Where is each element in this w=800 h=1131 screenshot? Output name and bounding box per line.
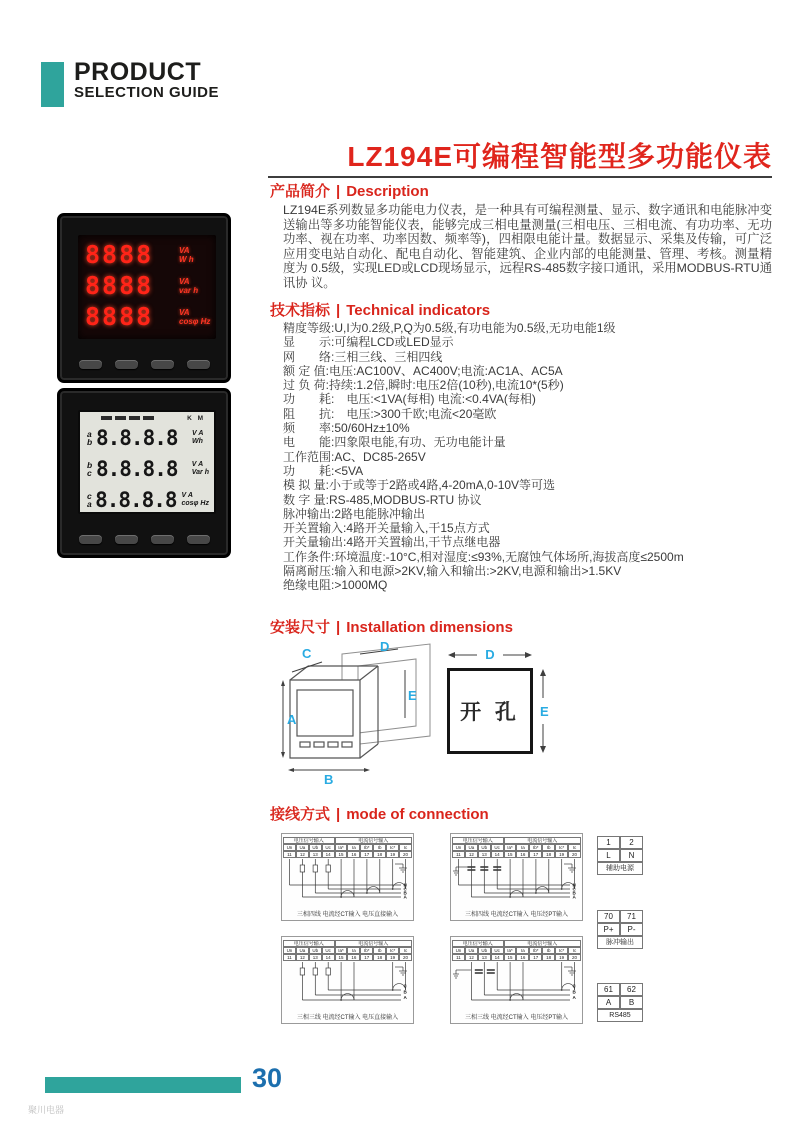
terminal-label-cell: Ib* xyxy=(529,947,542,954)
terminal-label-cell: Ub xyxy=(309,947,322,954)
heading-sep: | xyxy=(336,183,341,200)
heading-en: Installation dimensions xyxy=(346,619,513,636)
terminal-label-cell: Ib* xyxy=(360,844,373,851)
lcd-phase-letters: a b xyxy=(87,428,93,447)
brand-logo-square xyxy=(41,62,64,107)
terminal-strip xyxy=(283,837,412,858)
terminal-label-cell: Ub xyxy=(309,844,322,851)
watermark: 聚川电器 xyxy=(28,1105,65,1115)
spec-line: 功 耗:<5VA xyxy=(283,463,364,478)
lcd-phase-letters: b c xyxy=(87,459,93,478)
terminal-label-cell: Ic xyxy=(568,844,581,851)
terminal-label-cell: Ia* xyxy=(504,844,517,851)
brand-line1: PRODUCT xyxy=(74,58,202,86)
terminal-label-cell: Ia* xyxy=(335,947,348,954)
terminal-label-cell: Ua xyxy=(465,947,478,954)
led-digits: 8888 xyxy=(85,240,154,269)
terminal-strip xyxy=(452,837,581,858)
wiring-diagram-3p4w-pt xyxy=(450,833,583,921)
terminal-label-cell: Un xyxy=(283,947,296,954)
spec-line: 电 能:四象限电能,有功、无功电能计量 xyxy=(283,435,506,450)
terminal-cell: 71 xyxy=(620,910,643,923)
terminal-number-cell: 12 xyxy=(296,851,309,858)
led-digits: 8888 xyxy=(85,271,154,300)
terminal-label-cell: Ib* xyxy=(360,947,373,954)
page-number: 30 xyxy=(252,1063,283,1093)
spec-line: 绝缘电阻:>1000MQ xyxy=(283,578,388,593)
cutout-label: 开 孔 xyxy=(460,701,520,724)
terminal-label-cell: Ib xyxy=(542,844,555,851)
terminal-number-cell: 12 xyxy=(465,954,478,961)
dim-label-d2: D xyxy=(485,648,495,662)
dim-label-d: D xyxy=(380,639,390,654)
current-header: 电流信号输入 xyxy=(335,837,412,844)
terminal-cell: A xyxy=(597,996,620,1009)
meter-buttons xyxy=(60,360,228,369)
wiring-diagram-3p3w-pt xyxy=(450,936,583,1024)
terminal-label-cell: Ic* xyxy=(386,844,399,851)
lcd-legend xyxy=(87,414,209,422)
terminal-label-cell: Ua xyxy=(465,844,478,851)
terminal-number-cell: 19 xyxy=(386,954,399,961)
spec-line: 阻 抗: 电压:>300千欧;电流<20毫欧 xyxy=(283,406,497,421)
lcd-display-row xyxy=(87,484,209,515)
terminal-number-cell: 11 xyxy=(283,851,296,858)
wiring-schematic xyxy=(283,859,412,907)
led-units: VA W h xyxy=(179,245,194,264)
terminal-label-cell: Ic* xyxy=(555,947,568,954)
phase-label: N xyxy=(572,882,576,888)
terminal-number-cell: 19 xyxy=(555,954,568,961)
phase-label: A xyxy=(403,995,407,1000)
phase-label: N xyxy=(403,882,407,888)
terminal-label-cell: Ic xyxy=(568,947,581,954)
voltage-header: 电压信号输入 xyxy=(452,837,504,844)
terminal-number-cell: 16 xyxy=(347,851,360,858)
dim-label-e2: E xyxy=(540,704,549,719)
phase-label: B xyxy=(572,989,576,995)
terminal-number-cell: 19 xyxy=(386,851,399,858)
terminal-label-cell: Ia* xyxy=(335,844,348,851)
lcd-screen xyxy=(78,410,216,514)
spec-line: 隔离耐压:输入和电源>2KV,输入和输出:>2KV,电源和输出>1.5KV xyxy=(283,564,622,579)
page-title: LZ194E可编程智能型多功能仪表 xyxy=(347,141,772,172)
terminal-label-cell: Un xyxy=(452,947,465,954)
title-rule xyxy=(268,176,772,178)
lcd-phase-letters: c a xyxy=(87,490,92,509)
meter-button xyxy=(115,360,138,369)
terminal-label-cell: Uc xyxy=(322,947,335,954)
terminal-number-cell: 16 xyxy=(516,954,529,961)
wiring-caption: 三相三线 电流经CT输入 电压经PT输入 xyxy=(465,1015,568,1021)
heading-zh: 技术指标 xyxy=(270,302,331,319)
terminal-number-cell: 15 xyxy=(335,954,348,961)
heading-en: Technical indicators xyxy=(346,302,491,319)
terminal-label-cell: Ub xyxy=(478,844,491,851)
terminal-number-cell: 14 xyxy=(322,954,335,961)
spec-line: 频 率:50/60Hz±10% xyxy=(283,421,410,436)
lcd-legend-chips xyxy=(101,416,154,420)
heading-en: mode of connection xyxy=(346,806,489,823)
cutout-dim-e-arrow xyxy=(538,668,554,754)
wiring-schematic xyxy=(452,859,581,907)
terminal-cell: B xyxy=(620,996,643,1009)
spec-line: 功 耗: 电压:<1VA(每相) 电流:<0.4VA(每相) xyxy=(283,392,536,407)
lcd-digits: 8.8.8.8 xyxy=(95,487,177,512)
led-units: VA var h xyxy=(179,276,199,295)
installation-diagram xyxy=(280,638,572,796)
phase-label: A xyxy=(572,894,576,900)
terminal-number-cell: 17 xyxy=(529,954,542,961)
terminal-number-cell: 14 xyxy=(491,954,504,961)
cutout-dim-d-arrow xyxy=(447,648,533,662)
phase-label: A xyxy=(572,995,576,1000)
terminal-table-caption: RS485 xyxy=(597,1009,643,1022)
terminal-number-cell: 11 xyxy=(452,954,465,961)
led-units: VA cosφ Hz xyxy=(179,307,211,326)
lcd-units: V A Var h xyxy=(191,460,209,476)
phase-label: C xyxy=(572,983,576,989)
dim-label-a: A xyxy=(287,712,297,727)
terminal-label-cell: Ic* xyxy=(555,844,568,851)
phase-label: B xyxy=(572,890,576,896)
meter-button xyxy=(115,535,138,544)
spec-line: 脉冲输出:2路电能脉冲输出 xyxy=(283,506,426,521)
terminal-label-cell: Ia xyxy=(516,947,529,954)
spec-line: 开关量输出:4路开关置输出,干节点继电器 xyxy=(283,535,501,550)
heading-zh: 安装尺寸 xyxy=(270,619,331,636)
terminal-number-cell: 12 xyxy=(465,851,478,858)
section-heading-installation xyxy=(270,616,513,637)
led-screen xyxy=(78,235,216,339)
terminal-label-cell: Ua xyxy=(296,844,309,851)
terminal-strip xyxy=(283,940,412,961)
voltage-header: 电压信号输入 xyxy=(452,940,504,947)
terminal-label-cell: Ic xyxy=(399,947,412,954)
phase-label: C xyxy=(403,886,407,892)
terminal-cell: L xyxy=(597,849,620,862)
terminal-label-cell: Ic xyxy=(399,844,412,851)
terminal-cell: 2 xyxy=(620,836,643,849)
dim-label-c: C xyxy=(302,646,312,661)
terminal-table-aux-power xyxy=(597,836,643,875)
heading-sep: | xyxy=(336,806,341,823)
spec-line: 过 负 荷:持续:1.2倍,瞬时:电压2倍(10秒),电流10*(5秒) xyxy=(283,378,564,393)
spec-line: 工作条件:环境温度:-10°C,相对湿度:≤93%,无腐蚀气体场所,海拔高度≤2500m xyxy=(283,549,684,564)
dim-label-e: E xyxy=(408,688,417,703)
led-display-row xyxy=(85,301,211,332)
section-heading-description xyxy=(270,180,429,201)
heading-sep: | xyxy=(336,302,341,319)
meter-button xyxy=(187,360,210,369)
meter-button xyxy=(151,535,174,544)
terminal-strip xyxy=(452,940,581,961)
meter-buttons xyxy=(60,535,228,544)
brand-name xyxy=(74,59,219,101)
terminal-label-cell: Un xyxy=(283,844,296,851)
spec-line: 模 拟 量:小于或等于2路或4路,4-20mA,0-10V等可选 xyxy=(283,478,556,493)
terminal-cell: N xyxy=(620,849,643,862)
terminal-number-cell: 17 xyxy=(360,851,373,858)
voltage-header: 电压信号输入 xyxy=(283,837,335,844)
terminal-number-cell: 16 xyxy=(347,954,360,961)
lcd-legend-km: K M xyxy=(187,414,205,422)
wiring-caption: 三相四线 电流经CT输入 电压经PT输入 xyxy=(465,912,568,918)
terminal-label-cell: Uc xyxy=(322,844,335,851)
spec-line: 开关置输入:4路开关量输入,干15点方式 xyxy=(283,521,490,536)
terminal-label-cell: Ib xyxy=(373,947,386,954)
lcd-display-row xyxy=(87,453,209,484)
terminal-table-caption: 辅助电源 xyxy=(597,862,643,875)
terminal-number-cell: 13 xyxy=(309,851,322,858)
terminal-number-cell: 11 xyxy=(452,851,465,858)
terminal-table-pulse-output xyxy=(597,910,643,949)
terminal-number-cell: 13 xyxy=(478,954,491,961)
terminal-cell: P+ xyxy=(597,923,620,936)
description-body: LZ194E系列数显多功能电力仪表，是一种具有可编程测量、显示、数字通讯和电能脉冲变送输出等多功能智能仪表，能够完成三相电量测量(三相电压、三相电流、有功功率、无功功率、视在功率、功率因数、频率等)，四相限电能计量。数据显示、采集及传输，可广泛应用变电站自动化、配电自动化、智能建筑、企业内部的电能测量、管理、考核。测量精度为 0.5级，实现LED或LCD现场显示，远程RS-485数字接口通讯，采用MODBUS-RTU通讯协 议。 xyxy=(283,203,772,290)
terminal-label-cell: Ub xyxy=(478,947,491,954)
wiring-caption: 三相三线 电流经CT输入 电压直接输入 xyxy=(296,1015,399,1021)
current-header: 电流信号输入 xyxy=(504,940,581,947)
terminal-number-cell: 12 xyxy=(296,954,309,961)
terminal-label-cell: Ia xyxy=(347,844,360,851)
brand-line2: SELECTION GUIDE xyxy=(74,84,220,101)
cutout-square xyxy=(447,668,533,754)
installation-sketch xyxy=(280,638,440,790)
terminal-label-cell: Ic* xyxy=(386,947,399,954)
lcd-digits: 8.8.8.8 xyxy=(96,425,178,450)
terminal-label-cell: Ia* xyxy=(504,947,517,954)
spec-line: 额 定 值:电压:AC100V、AC400V;电流:AC1A、AC5A xyxy=(283,363,563,378)
wiring-diagram-3p4w-direct xyxy=(281,833,414,921)
terminal-number-cell: 15 xyxy=(504,954,517,961)
terminal-number-cell: 11 xyxy=(283,954,296,961)
section-heading-connection xyxy=(270,803,489,824)
meter-button xyxy=(187,535,210,544)
terminal-number-cell: 17 xyxy=(529,851,542,858)
phase-label: B xyxy=(403,890,407,896)
heading-sep: | xyxy=(336,619,341,636)
terminal-number-cell: 20 xyxy=(399,851,412,858)
lcd-units: V A cosφ Hz xyxy=(181,491,209,507)
dim-label-b: B xyxy=(324,772,334,787)
terminal-cell: P- xyxy=(620,923,643,936)
terminal-label-cell: Ia xyxy=(347,947,360,954)
terminal-label-cell: Ua xyxy=(296,947,309,954)
terminal-number-cell: 17 xyxy=(360,954,373,961)
section-heading-technical xyxy=(270,299,490,320)
terminal-label-cell: Un xyxy=(452,844,465,851)
voltage-header: 电压信号输入 xyxy=(283,940,335,947)
terminal-number-cell: 14 xyxy=(491,851,504,858)
lcd-digits: 8.8.8.8 xyxy=(95,456,178,481)
meter-button xyxy=(79,360,102,369)
wiring-schematic xyxy=(283,962,412,1010)
wiring-diagram-3p3w-direct xyxy=(281,936,414,1024)
heading-en: Description xyxy=(346,183,429,200)
terminal-label-cell: Ib* xyxy=(529,844,542,851)
terminal-number-cell: 20 xyxy=(568,954,581,961)
terminal-number-cell: 16 xyxy=(516,851,529,858)
terminal-cell: 62 xyxy=(620,983,643,996)
lcd-display-row xyxy=(87,422,209,453)
meter-led-photo xyxy=(57,213,231,383)
terminal-table-rs485 xyxy=(597,983,643,1022)
footer-bar xyxy=(45,1077,241,1093)
wiring-caption: 三相四线 电流经CT输入 电压直接输入 xyxy=(296,912,399,918)
terminal-number-cell: 18 xyxy=(542,954,555,961)
phase-label: A xyxy=(403,894,407,900)
heading-zh: 产品简介 xyxy=(270,183,331,200)
spec-line: 网 络:三相三线、三相四线 xyxy=(283,349,443,364)
terminal-cell: 70 xyxy=(597,910,620,923)
terminal-cell: 61 xyxy=(597,983,620,996)
terminal-number-cell: 19 xyxy=(555,851,568,858)
phase-label: B xyxy=(403,989,407,995)
terminal-number-cell: 14 xyxy=(322,851,335,858)
terminal-table-caption: 脉冲输出 xyxy=(597,936,643,949)
phase-label: C xyxy=(403,983,407,989)
terminal-label-cell: Ia xyxy=(516,844,529,851)
led-display-row xyxy=(85,270,211,301)
spec-line: 精度等级:U,I为0.2级,P,Q为0.5级,有功电能为0.5级,无功电能1级 xyxy=(283,321,616,335)
terminal-label-cell: Ib xyxy=(373,844,386,851)
terminal-cell: 1 xyxy=(597,836,620,849)
meter-button xyxy=(79,535,102,544)
terminal-number-cell: 20 xyxy=(568,851,581,858)
phase-label: C xyxy=(572,886,576,892)
terminal-number-cell: 18 xyxy=(373,954,386,961)
lcd-units: V A Wh xyxy=(192,429,204,445)
heading-zh: 接线方式 xyxy=(270,806,331,823)
terminal-number-cell: 18 xyxy=(542,851,555,858)
wiring-schematic xyxy=(452,962,581,1010)
current-header: 电流信号输入 xyxy=(335,940,412,947)
current-header: 电流信号输入 xyxy=(504,837,581,844)
terminal-number-cell: 13 xyxy=(309,954,322,961)
led-digits: 8888 xyxy=(85,302,154,331)
spec-line: 数 字 量:RS-485,MODBUS-RTU 协议 xyxy=(283,492,482,507)
terminal-number-cell: 20 xyxy=(399,954,412,961)
terminal-number-cell: 15 xyxy=(335,851,348,858)
terminal-number-cell: 18 xyxy=(373,851,386,858)
spec-line: 工作范围:AC、DC85-265V xyxy=(283,449,426,464)
meter-button xyxy=(151,360,174,369)
meter-lcd-photo xyxy=(57,388,231,558)
terminal-number-cell: 15 xyxy=(504,851,517,858)
terminal-label-cell: Uc xyxy=(491,947,504,954)
terminal-number-cell: 13 xyxy=(478,851,491,858)
spec-line: 显 示:可编程LCD或LED显示 xyxy=(283,335,454,350)
terminal-label-cell: Uc xyxy=(491,844,504,851)
terminal-label-cell: Ib xyxy=(542,947,555,954)
led-display-row xyxy=(85,239,211,270)
